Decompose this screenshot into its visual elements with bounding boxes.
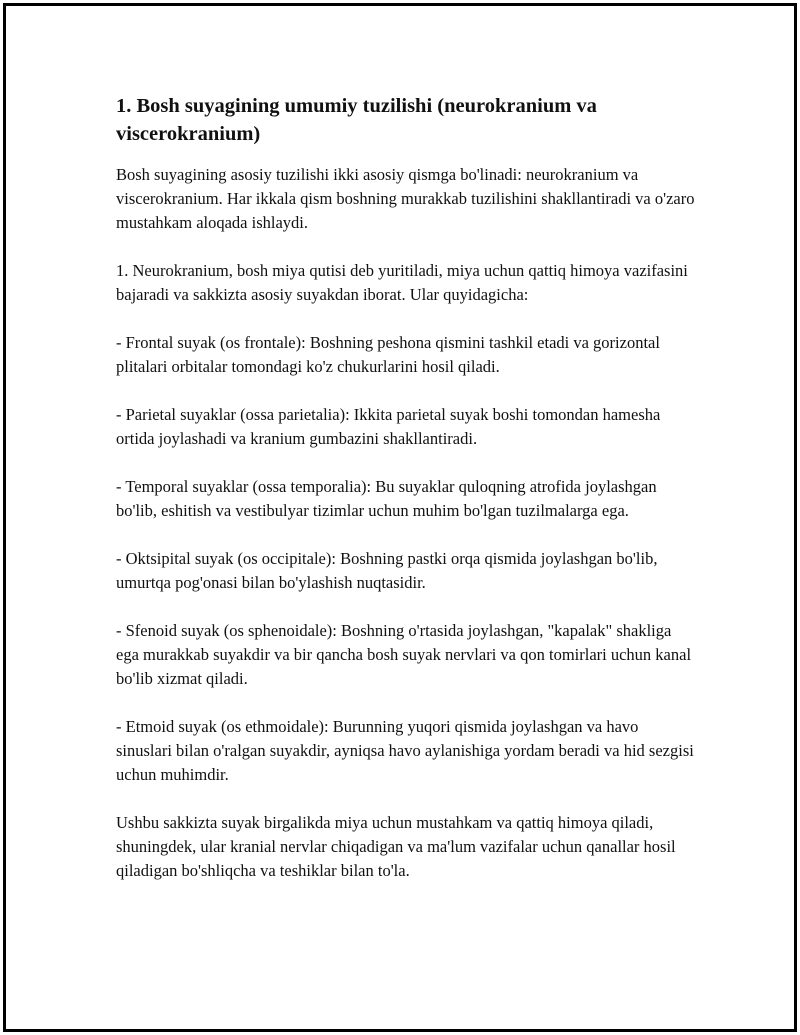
page-title: 1. Bosh suyagining umumiy tuzilishi (neurokranium va viscerokranium) <box>116 95 597 145</box>
bone-item-sphenoid: - Sfenoid suyak (os sphenoidale): Boshning o'rtasida joylashgan, "kapalak" shakliga ega murakkab suyakdir va bir qancha bosh suyak nervlari va qon tomirlari uchun kanal bo'lib xizmat qiladi. <box>116 621 692 688</box>
conclusion-paragraph: Ushbu sakkizta suyak birgalikda miya uchun mustahkam va qattiq himoya qiladi, shuningdek, ular kranial nervlar chiqadigan va ma'lum vazifalar uchun qanallar hosil qiladigan bo'shliqcha va teshiklar bilan to'la. <box>116 813 676 880</box>
bone-item-parietal: - Parietal suyaklar (ossa parietalia): Ikkita parietal suyak boshi tomondan hamesha ortida joylashadi va kranium gumbazini shakllantiradi. <box>116 405 661 448</box>
document-body <box>116 92 696 907</box>
section-intro-paragraph: 1. Neurokranium, bosh miya qutisi deb yuritiladi, miya uchun qattiq himoya vazifasini bajaradi va sakkizta asosiy suyakdan iborat. Ular quyidagicha: <box>116 261 688 304</box>
bone-item-frontal: - Frontal suyak (os frontale): Boshning peshona qismini tashkil etadi va gorizontal plitalari orbitalar tomondagi ko'z chukurlarini hosil qiladi. <box>116 333 660 376</box>
intro-paragraph: Bosh suyagining asosiy tuzilishi ikki asosiy qismga bo'linadi: neurokranium va viscerokranium. Har ikkala qism boshning murakkab tuzilishini shakllantiradi va o'zaro mustahkam aloqada ishlaydi. <box>116 165 695 232</box>
bone-item-ethmoid: - Etmoid suyak (os ethmoidale): Burunning yuqori qismida joylashgan va havo sinuslari bilan o'ralgan suyakdir, ayniqsa havo aylanishiga yordam beradi va hid sezgisi uchun muhimdir. <box>116 717 694 784</box>
bone-item-occipital: - Oktsipital suyak (os occipitale): Boshning pastki orqa qismida joylashgan bo'lib, umurtqa pog'onasi bilan bo'ylashish nuqtasidir. <box>116 549 658 592</box>
bone-item-temporal: - Temporal suyaklar (ossa temporalia): Bu suyaklar quloqning atrofida joylashgan bo'lib, eshitish va vestibulyar tizimlar uchun muhim bo'lgan tuzilmalarga ega. <box>116 477 657 520</box>
